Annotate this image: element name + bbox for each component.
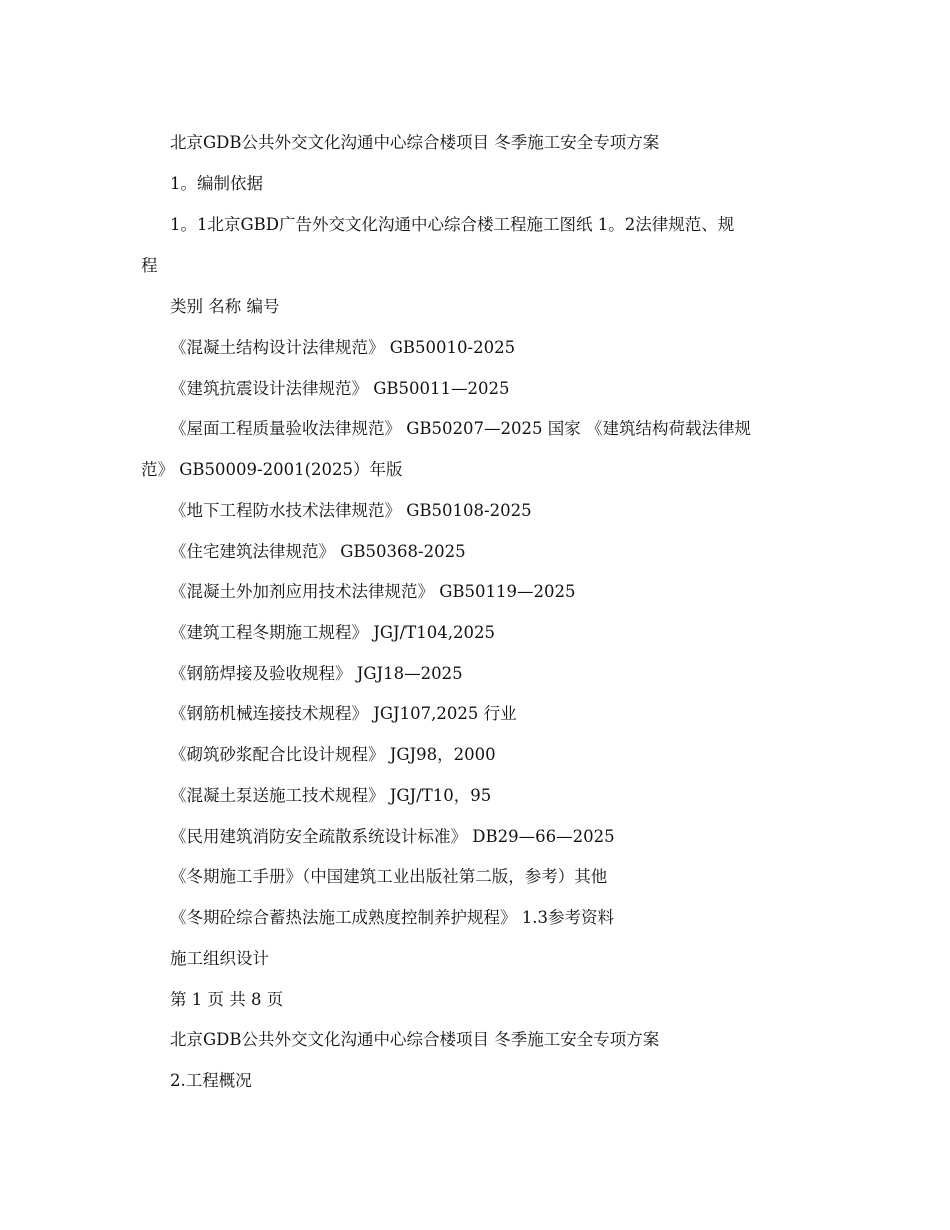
standard-item: 《混凝土结构设计法律规范》 GB50010-2025 bbox=[170, 338, 516, 357]
standard-item: 《建筑工程冬期施工规程》 JGJ/T104,2025 bbox=[170, 623, 495, 642]
standard-item: 《住宅建筑法律规范》 GB50368-2025 bbox=[170, 542, 466, 561]
standard-item: 《民用建筑消防安全疏散系统设计标准》 DB29—66—2025 bbox=[170, 827, 615, 846]
standard-item: 《混凝土外加剂应用技术法律规范》 GB50119—2025 bbox=[170, 582, 576, 601]
standard-item: 《建筑抗震设计法律规范》 GB50011—2025 bbox=[170, 379, 510, 398]
standard-item: 《冬期砼综合蓄热法施工成熟度控制养护规程》 1.3参考资料 bbox=[170, 908, 614, 927]
standard-item: 《钢筋焊接及验收规程》 JGJ18—2025 bbox=[170, 664, 463, 683]
standard-item: 《混凝土泵送施工技术规程》 JGJ/T10，95 bbox=[170, 786, 492, 805]
standard-item: 《地下工程防水技术法律规范》 GB50108-2025 bbox=[170, 501, 532, 520]
standard-item: 《屋面工程质量验收法律规范》 GB50207—2025 国家 《建筑结构荷载法律规 bbox=[170, 419, 752, 438]
section-heading-project-overview: 2.工程概况 bbox=[170, 1071, 252, 1090]
standards-table-header: 类别 名称 编号 bbox=[170, 297, 280, 316]
section-heading-compilation-basis: 1。编制依据 bbox=[170, 174, 263, 193]
standard-item-continuation: 范》 GB50009-2001(2025）年版 bbox=[141, 460, 403, 479]
standard-item: 《砌筑砂浆配合比设计规程》 JGJ98，2000 bbox=[170, 745, 496, 764]
paragraph-drawings-and-regulations: 1。1北京GBD广告外交文化沟通中心综合楼工程施工图纸 1。2法律规范、规 bbox=[170, 215, 735, 234]
standard-item: 《冬期施工手册》（中国建筑工业出版社第二版，参考）其他 bbox=[170, 867, 608, 886]
document-title: 北京GDB公共外交文化沟通中心综合楼项目 冬季施工安全专项方案 bbox=[170, 133, 660, 152]
reference-item: 施工组织设计 bbox=[170, 949, 269, 968]
document-title-repeat: 北京GDB公共外交文化沟通中心综合楼项目 冬季施工安全专项方案 bbox=[170, 1030, 660, 1049]
standard-item: 《钢筋机械连接技术规程》 JGJ107,2025 行业 bbox=[170, 704, 517, 723]
paragraph-continuation: 程 bbox=[141, 256, 158, 275]
page-number: 第 1 页 共 8 页 bbox=[170, 990, 284, 1009]
